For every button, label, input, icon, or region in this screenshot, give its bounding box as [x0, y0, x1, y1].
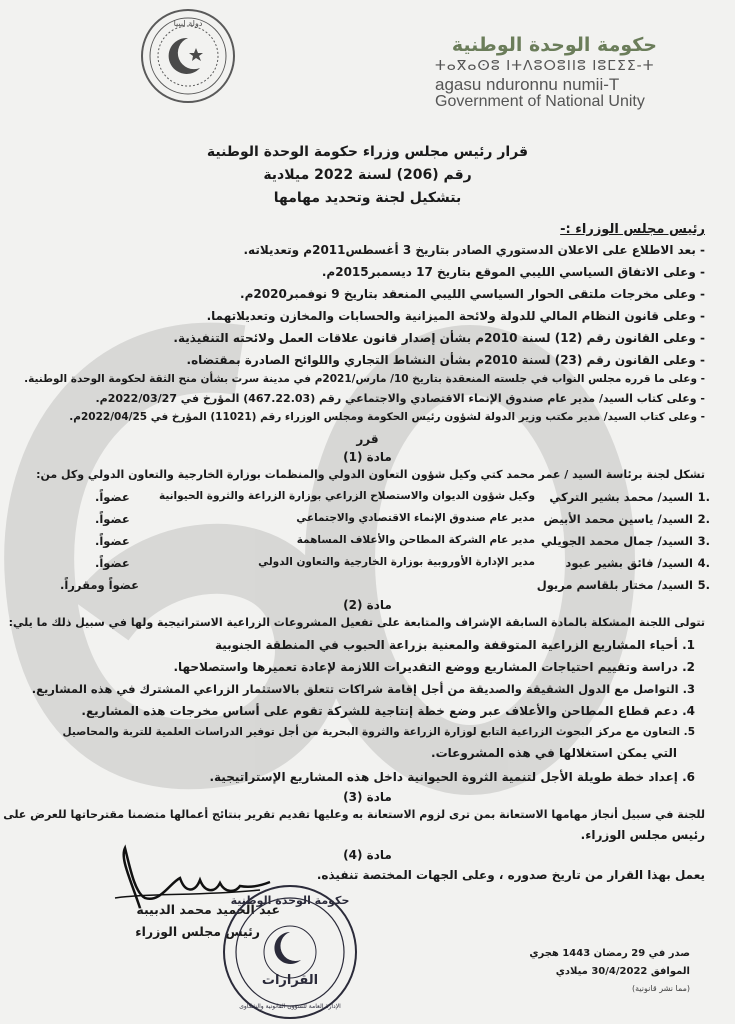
article-2-item: 4. دعم قطاع المطاحن والأعلاف عبر وضع خطة إنتاجية للشركة تقوم على أساس مخرجات هذه المشاريع.	[81, 704, 695, 718]
signatory-name: عبد الحميد محمد الدبيبة	[136, 902, 280, 917]
article-3-text: رئيس مجلس الوزراء.	[580, 828, 705, 842]
article-2-intro: تتولى اللجنة المشكلة بالمادة السابقة الإشراف والمتابعة على تفعيل المشروعات الزراعية الاستراتيجية ولها في سبيل ذلك ما يلي:	[8, 616, 705, 629]
member-name: السيد/ محمد بشير التركي	[549, 490, 693, 504]
preamble-item: - وعلى القانون رقم (12) لسنة 2010م بشأن إصدار قانون علاقات العمل ولائحته التنفيذية.	[173, 331, 705, 345]
member-status: عضواً.	[95, 512, 130, 526]
article-2-heading: مادة (2)	[343, 598, 392, 612]
member-role: مدير عام صندوق الإنماء الاقتصادي والاجتماعي	[296, 512, 535, 524]
article-1-heading: مادة (1)	[343, 450, 392, 464]
decree-subject: بتشكيل لجنة وتحديد مهامها	[273, 190, 462, 206]
gov-arabic-title: حكومة الوحدة الوطنية	[451, 34, 657, 56]
preamble-item: - وعلى كتاب السيد/ مدير مكتب وزير الدولة لشؤون رئيس الحكومة ومجلس الوزراء رقم (11021) المؤرخ في 2022/04/25م.	[69, 411, 705, 423]
decree-number: رقم (206) لسنة 2022 ميلادية	[263, 167, 472, 183]
official-stamp	[215, 880, 365, 1020]
member-name: السيد/ جمال محمد الجويلي	[541, 534, 693, 548]
article-4-text: يعمل بهذا القرار من تاريخ صدوره ، وعلى الجهات المختصة تنفيذه.	[316, 868, 705, 882]
member-number: 4.	[697, 556, 710, 570]
member-name: السيد/ مختار بلقاسم مريول	[536, 578, 693, 592]
seal-text: دولة ليبيا	[173, 19, 203, 28]
member-role: مدير الإدارة الأوروبية بوزارة الخارجية والتعاون الدولي	[258, 556, 535, 568]
article-1-intro: تشكل لجنة برئاسة السيد / عمر محمد كتي وكيل شؤون التعاون الدولي والمنظمات بوزارة الخارجية والتعاون الدولي وكل من:	[36, 468, 705, 481]
stamp-bottom-text: الإدارة العامة للشؤون القانونية والشكاوى	[239, 1003, 341, 1010]
stamp-ring-text: حكومة الوحدة الوطنية	[230, 894, 350, 907]
signatory-title: رئيس مجلس الوزراء	[135, 924, 260, 939]
article-4-heading: مادة (4)	[343, 848, 392, 862]
article-2-item: 1. أحياء المشاريع الزراعية المتوقفة والمعنية بزراعة الحبوب في المنطقة الجنوبية	[214, 638, 695, 652]
stamp-center-text: القرارات	[261, 973, 319, 988]
preamble-item: - وعلى الاتفاق السياسي الليبي الموقع بتاريخ 17 ديسمبر2015م.	[321, 265, 705, 279]
issue-date-hijri: صدر في 29 رمضان 1443 هجري	[529, 948, 690, 959]
decree-title: قرار رئيس مجلس وزراء حكومة الوحدة الوطنية	[206, 144, 529, 160]
preamble-item: - بعد الاطلاع على الاعلان الدستوري الصادر بتاريخ 3 أغسطس2011م وتعديلاته.	[243, 243, 705, 257]
preamble-item: - وعلى ما قرره مجلس النواب في جلسته المنعقدة بتاريخ 10/ مارس/2021م في مدينة سرت بشأن منح الثقة لحكومة الوحدة الوطنية.	[24, 373, 705, 385]
member-role: مدير عام الشركة المطاحن والأعلاف المساهمة	[296, 534, 535, 546]
member-number: 2.	[697, 512, 710, 526]
article-2-item: 6. إعداد خطة طويلة الأجل لتنمية الثروة الحيوانية داخل هذه المشاريع الإستراتيجية.	[209, 770, 695, 784]
member-status: عضواً.	[95, 534, 130, 548]
article-2-item: التي يمكن استغلالها في هذه المشروعات.	[431, 746, 677, 760]
issue-date-note: (مما نشر قانونية)	[631, 984, 690, 993]
member-role: وكيل شؤون الديوان والاستصلاح الزراعي بوزارة الزراعة والثروة الحيوانية	[158, 490, 535, 502]
member-name: السيد/ فائق بشير عبود	[565, 556, 693, 570]
state-seal-emblem	[138, 6, 238, 106]
article-3-text: للجنة في سبيل أنجاز مهامها الاستعانة بمن ترى لزوم الاستعانة به وعليها تقديم تقرير بنتائج أعمالها متضمنا مقترحاتها للعرض على	[3, 808, 705, 821]
article-2-item: 3. التواصل مع الدول الشقيقة والصديقة من أجل إقامة شراكات تتعلق بالاستثمار الزراعي المشترك في هذه المشاريع.	[31, 682, 695, 696]
preamble-item: - وعلى كتاب السيد/ مدير عام صندوق الإنماء الاقتصادي والاجتماعي رقم (467.22.03) المؤرخ في 2022/03/27م.	[95, 392, 705, 405]
member-status: عضواً ومقرراً.	[60, 578, 139, 592]
article-2-item: 2. دراسة وتقييم احتياجات المشاريع ووضع التقديرات اللازمة لإعادة تعميرها واستصلاحها.	[173, 660, 695, 674]
article-2-item: 5. التعاون مع مركز البحوث الزراعية التابع لوزارة الزراعة والثروة البحرية من أجل توفير الدراسات العلمية للتربة والمحاصيل	[62, 726, 695, 738]
member-name: السيد/ ياسين محمد الأبيض	[543, 512, 693, 526]
decided-label: قرر	[356, 432, 379, 446]
member-number: 5.	[697, 578, 710, 592]
preamble-item: - وعلى قانون النظام المالي للدولة ولائحة الميزانية والحسابات والمخازن وتعديلاتهما.	[206, 309, 705, 323]
article-3-heading: مادة (3)	[343, 790, 392, 804]
member-status: عضواً.	[95, 556, 130, 570]
member-status: عضواً.	[95, 490, 130, 504]
issue-date-gregorian: الموافق 30/4/2022 ميلادي	[555, 966, 690, 977]
berber-latin-title: agasu nduronnu numii-T	[435, 75, 620, 94]
tifinagh-title: ⵜⴰⴳⴰⵙⵓ ⵏⵜⴷⵓⵔⵓⵏⵏⵓ ⵏⵓⵎⵉⵉ-ⵜ	[435, 58, 655, 74]
member-number: 1.	[697, 490, 710, 504]
preamble-heading: رئيس مجلس الوزراء :-	[560, 222, 705, 237]
english-title: Government of National Unity	[435, 93, 645, 110]
member-number: 3.	[697, 534, 710, 548]
preamble-item: - وعلى مخرجات ملتقى الحوار السياسي الليبي المنعقد بتاريخ 9 نوفمبر2020م.	[240, 287, 705, 301]
preamble-item: - وعلى القانون رقم (23) لسنة 2010م بشأن النشاط التجاري واللوائح الصادرة بمقتضاه.	[186, 353, 705, 367]
